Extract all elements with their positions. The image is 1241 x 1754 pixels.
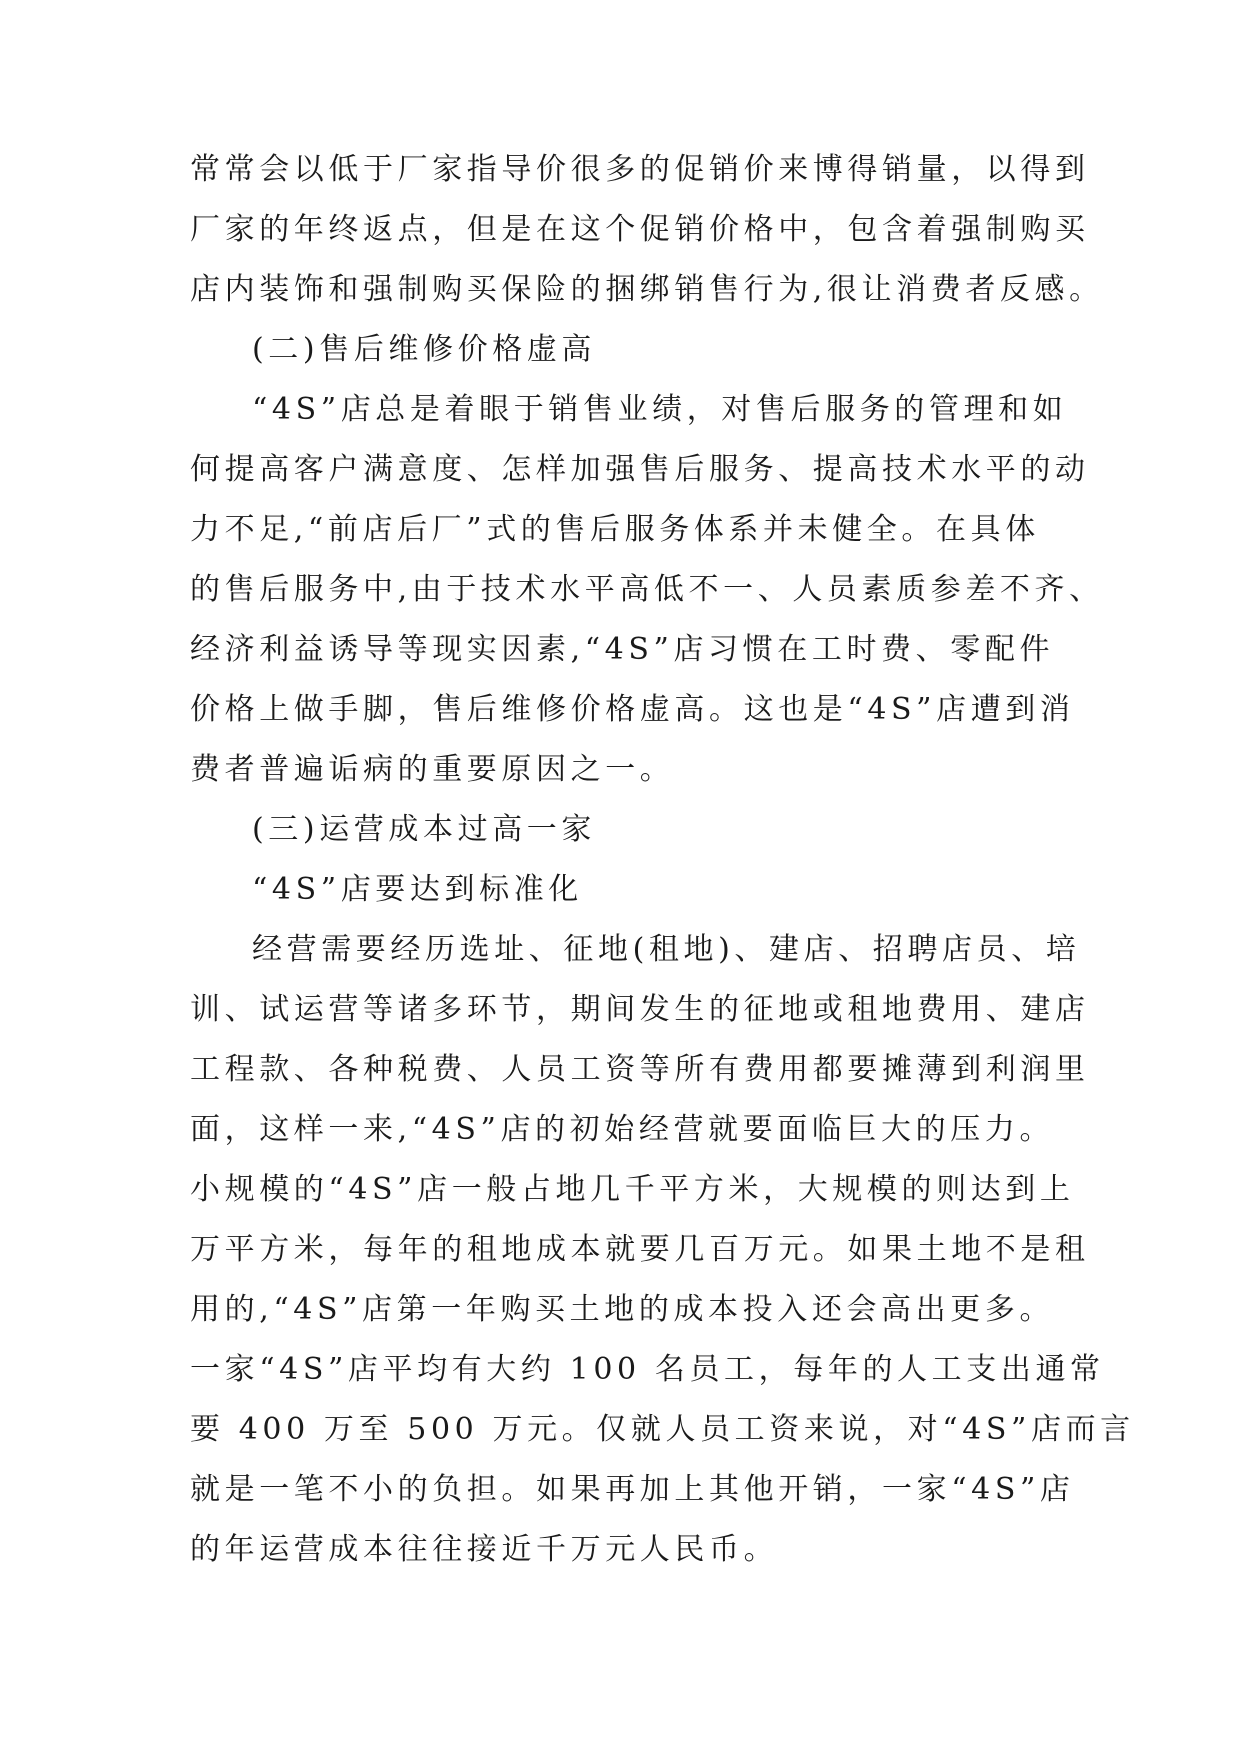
- paragraph-line: 工程款、各种税费、人员工资等所有费用都要摊薄到利润里: [190, 1052, 1090, 1087]
- paragraph-line: 小规模的“4S”店一般占地几千平方米，大规模的则达到上: [190, 1172, 1075, 1207]
- paragraph-line: 万平方米，每年的租地成本就要几百万元。如果土地不是租: [190, 1232, 1090, 1267]
- paragraph-line: 面，这样一来,“4S”店的初始经营就要面临巨大的压力。: [190, 1112, 1055, 1147]
- paragraph-line: 训、试运营等诸多环节，期间发生的征地或租地费用、建店: [190, 992, 1090, 1027]
- paragraph-line: 的年运营成本往往接近千万元人民币。: [190, 1532, 779, 1567]
- paragraph-line: “4S”店要达到标准化: [252, 872, 583, 907]
- paragraph-line: 常常会以低于厂家指导价很多的促销价来博得销量，以得到: [190, 152, 1090, 187]
- paragraph-line: 一家“4S”店平均有大约 100 名员工，每年的人工支出通常: [190, 1352, 1105, 1387]
- paragraph-line: 经营需要经历选址、征地(租地)、建店、招聘店员、培: [252, 932, 1081, 967]
- paragraph-line: “4S”店总是着眼于销售业绩，对售后服务的管理和如: [252, 392, 1068, 427]
- paragraph-line: 力不足,“前店后厂”式的售后服务体系并未健全。在具体: [190, 512, 1040, 547]
- paragraph-line: 店内装饰和强制购买保险的捆绑销售行为,很让消费者反感。: [190, 272, 1104, 307]
- paragraph-line: 费者普遍诟病的重要原因之一。: [190, 752, 675, 787]
- paragraph-line: 价格上做手脚，售后维修价格虚高。这也是“4S”店遭到消: [190, 692, 1075, 727]
- paragraph-line: 经济利益诱导等现实因素,“4S”店习惯在工时费、零配件: [190, 632, 1055, 667]
- section-heading: (三)运营成本过高一家: [252, 812, 597, 847]
- paragraph-line: 用的,“4S”店第一年购买土地的成本投入还会高出更多。: [190, 1292, 1055, 1327]
- paragraph-line: 就是一笔不小的负担。如果再加上其他开销，一家“4S”店: [190, 1472, 1075, 1507]
- paragraph-line: 厂家的年终返点，但是在这个促销价格中，包含着强制购买: [190, 212, 1090, 247]
- paragraph-line: 的售后服务中,由于技术水平高低不一、人员素质参差不齐、: [190, 572, 1104, 607]
- section-heading: (二)售后维修价格虚高: [252, 332, 597, 367]
- paragraph-line: 何提高客户满意度、怎样加强售后服务、提高技术水平的动: [190, 452, 1090, 487]
- paragraph-line: 要 400 万至 500 万元。仅就人员工资来说，对“4S”店而言: [190, 1412, 1135, 1447]
